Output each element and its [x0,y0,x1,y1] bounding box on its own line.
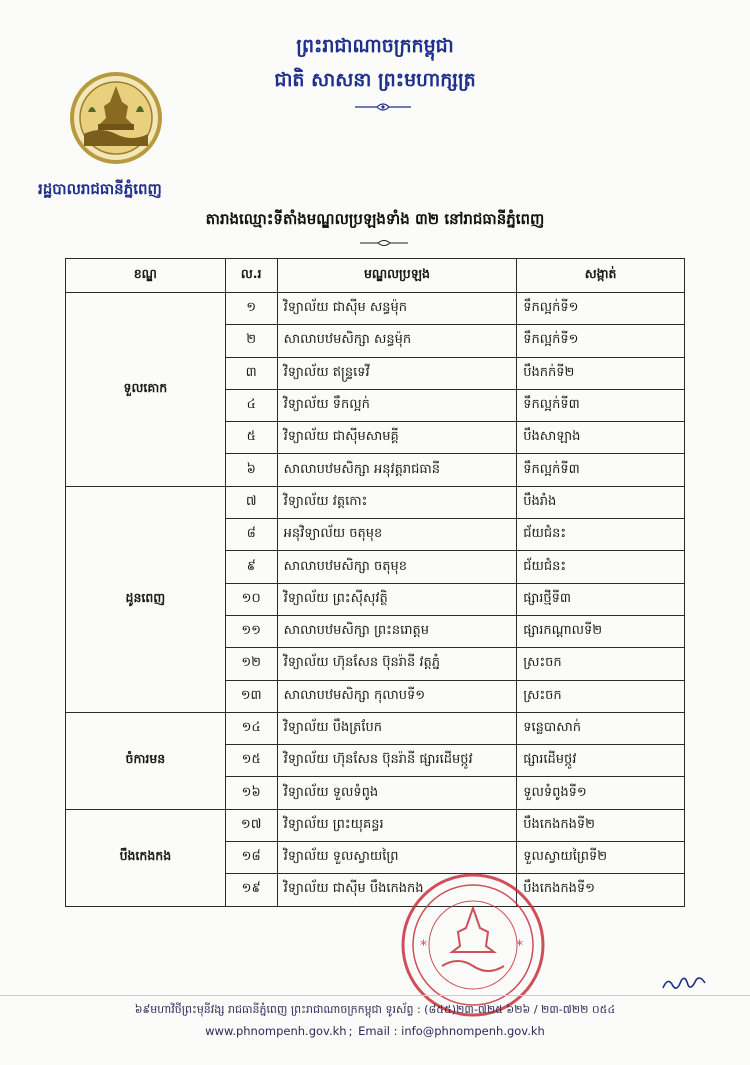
website-link[interactable]: www.phnompenh.gov.kh [205,1024,347,1038]
center-name-cell: វិទ្យាល័យ ទឹកល្អក់ [277,389,517,421]
center-name-cell: វិទ្យាល័យ ឥន្ទ្រទេវី [277,357,517,389]
row-number-cell: ៩ [225,551,277,583]
khan-cell: ដូនពេញ [66,486,226,712]
sangkat-cell: ស្រះចក [517,648,685,680]
email-link[interactable]: Email : info@phnompenh.gov.kh [358,1024,545,1038]
sangkat-cell: ទឹកល្អក់ទី១ [517,293,685,325]
sangkat-cell: បឹងកក់ទី២ [517,357,685,389]
sangkat-cell: ទឹកល្អក់ទី៣ [517,454,685,486]
sangkat-cell: ជ័យជំនះ [517,519,685,551]
center-name-cell: សាលាបឋមសិក្សា កុលាបទី១ [277,680,517,712]
exam-centers-table [65,258,685,907]
center-name-cell: វិទ្យាល័យ ទួលស្វាយព្រៃ [277,842,517,874]
sangkat-cell: បឹងរាំង [517,486,685,518]
sangkat-cell: ផ្សារកណ្ដាលទី២ [517,615,685,647]
row-number-cell: ៧ [225,486,277,518]
footer-contact: www.phnompenh.gov.kh ; Email : info@phnompenh.gov.kh [205,1024,545,1038]
signature-mark [660,972,708,994]
sangkat-cell: ជ័យជំនះ [517,551,685,583]
row-number-cell: ១០ [225,583,277,615]
row-number-cell: ៥ [225,422,277,454]
phnom-penh-emblem-icon [70,72,162,164]
center-name-cell: វិទ្យាល័យ ជាស៊ីម សន្ធម៉ុក [277,293,517,325]
column-header-center: មណ្ឌលប្រឡង [277,259,517,293]
row-number-cell: ៤ [225,389,277,421]
footer-address: ៦៩មហាវិថីព្រះមុនីវង្ស រាជធានីភ្នំពេញ ព្រះរាជាណាចក្រកម្ពុជា ទូរស័ព្ទ : (៨៥៥)២៣-៧២៥ ៦២៦ / ២៣-៧២២ ០៥៤ [134,1003,616,1016]
sangkat-cell: ទួលស្វាយព្រៃទី២ [517,842,685,874]
center-name-cell: សាលាបឋមសិក្សា ព្រះនរោត្តម [277,615,517,647]
title-ornament-icon [358,238,410,248]
center-name-cell: សាលាបឋមសិក្សា អនុវត្តរាជធានី [277,454,517,486]
sangkat-cell: ផ្សារដើមថ្កូវ [517,745,685,777]
sangkat-cell: ទឹកល្អក់ទី៣ [517,389,685,421]
sangkat-cell: បឹងកេងកងទី២ [517,809,685,841]
row-number-cell: ១២ [225,648,277,680]
row-number-cell: ១ [225,293,277,325]
center-name-cell: សាលាបឋមសិក្សា សន្ធម៉ុក [277,325,517,357]
column-header-no: ល.រ [225,259,277,293]
column-header-khan: ខណ្ឌ [66,259,226,293]
center-name-cell: វិទ្យាល័យ ហ៊ុនសែន ប៊ុនរ៉ានី ផ្សារដើមថ្កូវ [277,745,517,777]
row-number-cell: ១៨ [225,842,277,874]
table-row [66,809,685,841]
sangkat-cell: ទួលទំពូងទី១ [517,777,685,809]
center-name-cell: វិទ្យាល័យ ទួលទំពូង [277,777,517,809]
table-row [66,486,685,518]
sangkat-cell: បឹងកេងកងទី១ [517,874,685,906]
center-name-cell: វិទ្យាល័យ ហ៊ុនសែន ប៊ុនរ៉ានី វត្តភ្នំ [277,648,517,680]
center-name-cell: អនុវិទ្យាល័យ ចតុមុខ [277,519,517,551]
row-number-cell: ២ [225,325,277,357]
table-row [66,293,685,325]
document-title: តារាងឈ្មោះទីតាំងមណ្ឌលប្រឡងទាំង ៣២ នៅរាជធានីភ្នំពេញ [205,210,545,228]
row-number-cell: ១៦ [225,777,277,809]
row-number-cell: ៦ [225,454,277,486]
row-number-cell: ១១ [225,615,277,647]
svg-text:*: * [516,938,523,954]
sangkat-cell: ទន្លេបាសាក់ [517,712,685,744]
center-name-cell: វិទ្យាល័យ ជាស៊ីម បឹងកេងកង [277,874,517,906]
center-name-cell: សាលាបឋមសិក្សា ចតុមុខ [277,551,517,583]
sangkat-cell: បឹងសាឡាង [517,422,685,454]
agency-name: រដ្ឋបាលរាជធានីភ្នំពេញ [38,180,162,198]
center-name-cell: វិទ្យាល័យ ជាស៊ីមសាមគ្គី [277,422,517,454]
center-name-cell: វិទ្យាល័យ បឹងត្របែក [277,712,517,744]
sangkat-cell: ស្រះចក [517,680,685,712]
table-row [66,712,685,744]
column-header-sangkat: សង្កាត់ [517,259,685,293]
row-number-cell: ១៥ [225,745,277,777]
row-number-cell: ៣ [225,357,277,389]
footer-divider [0,995,750,996]
ornament-divider-icon [353,100,413,114]
national-motto: ជាតិ សាសនា ព្រះមហាក្សត្រ [274,69,476,91]
row-number-cell: ១៧ [225,809,277,841]
table-header-row [66,259,685,293]
khan-cell: បឹងកេងកង [66,809,226,906]
center-name-cell: វិទ្យាល័យ ព្រះស៊ីសុវត្ថិ [277,583,517,615]
center-name-cell: វិទ្យាល័យ ព្រះយុគន្ធរ [277,809,517,841]
center-name-cell: វិទ្យាល័យ វត្តកោះ [277,486,517,518]
kingdom-heading: ព្រះរាជាណាចក្រកម្ពុជា [296,35,454,57]
table-body [66,293,685,907]
khan-cell: ទួលគោក [66,293,226,487]
row-number-cell: ១៤ [225,712,277,744]
khan-cell: ចំការមន [66,712,226,809]
sangkat-cell: ផ្សារថ្មីទី៣ [517,583,685,615]
row-number-cell: ៨ [225,519,277,551]
svg-text:*: * [420,938,427,954]
sangkat-cell: ទឹកល្អក់ទី១ [517,325,685,357]
official-seal-icon [398,870,548,1020]
row-number-cell: ១៩ [225,874,277,906]
row-number-cell: ១៣ [225,680,277,712]
